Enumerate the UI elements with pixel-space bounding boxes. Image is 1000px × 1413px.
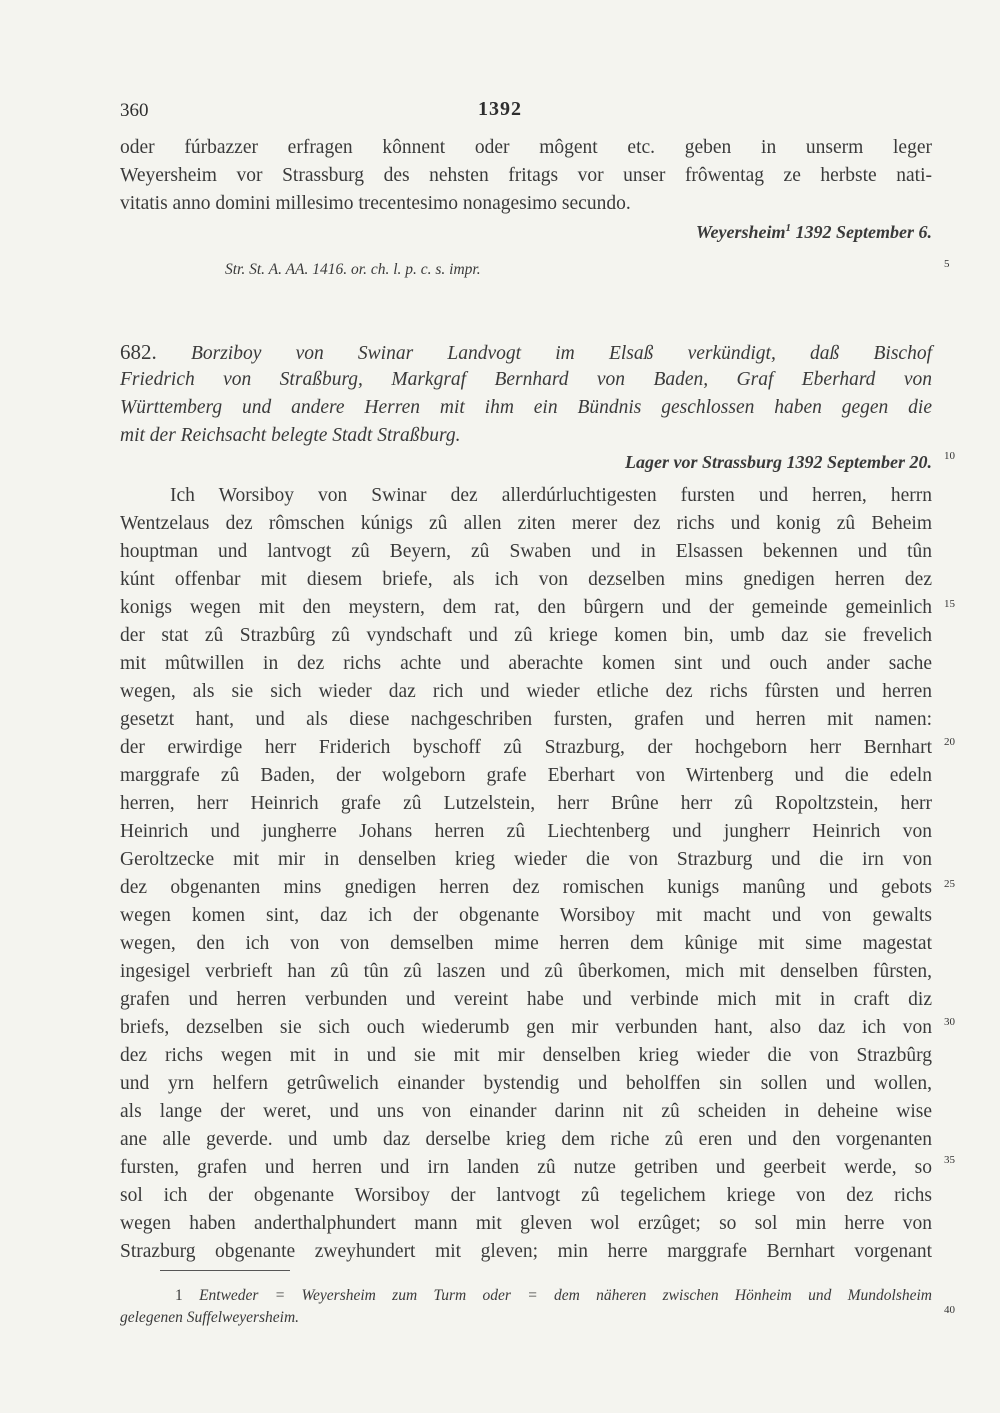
entry-heading-line: Friedrich von Straßburg, Markgraf Bernhard von Baden, Graf Eberhard von [120,369,932,390]
body-line: houptman und lantvogt zû Beyern, zû Swaben und in Elsassen bekennen und tûn [120,541,932,562]
footnote-rule [160,1270,290,1271]
footnote-ref: 1 [785,222,791,234]
running-header-year: 1392 [478,98,522,120]
entry-heading-line: Württemberg und andere Herren mit ihm ein Bündnis geschlossen haben gegen die [120,397,932,418]
body-line: grafen und herren verbunden und vereint habe und verbinde mich mit in craft diz [120,989,932,1010]
body-line: kúnt offenbar mit diesem briefe, als ich von dezselben mins gnedigen herren dez [120,569,932,590]
body-line: wegen, als sie sich wieder daz rich und wieder etliche dez richs fûrsten und herren [120,681,932,702]
body-line: Geroltzecke mit mir in denselben krieg wieder die von Strazburg und die irn von [120,849,932,870]
text-line: vitatis anno domini millesimo trecentesimo nonagesimo secundo. [120,193,631,214]
body-line: Heinrich und jungherre Johans herren zû Liechtenberg und jungherr Heinrich von [120,821,932,842]
body-line: wegen, den ich von von demselben mime herren dem kûnige mit sime magestat [120,933,932,954]
body-line: dez richs wegen mit in und sie mit mir denselben krieg wieder die von Strazbûrg [120,1045,932,1066]
footnote-line [175,1286,932,1306]
body-line: Strazburg obgenante zweyhundert mit gleven; min herre marggrafe Bernhart vorgenant [120,1241,932,1262]
body-line: der erwirdige herr Friderich byschoff zû Strazburg, der hochgeborn herr Bernhart [120,737,932,758]
footnote-line: gelegenen Suffelweyersheim. [120,1309,300,1326]
text-line: Weyersheim vor Strassburg des nehsten fritags vor unser frôwentag ze herbste nati- [120,165,932,186]
margin-line-number: 5 [944,258,950,270]
margin-line-number: 20 [944,736,955,748]
footnote-marker: 1 [175,1287,183,1304]
dateline-date: 1392 September 6. [795,222,932,242]
body-line: briefs, dezselben sie sich ouch wiederumb gen mir verbunden hant, also daz ich von [120,1017,932,1038]
margin-line-number: 15 [944,598,955,610]
margin-line-number: 35 [944,1154,955,1166]
body-line: der stat zû Strazbûrg zû vyndschaft und zû kriege komen bin, umb daz sie frevelich [120,625,932,646]
body-line: herren, herr Heinrich grafe zû Lutzelstein, herr Brûne herr zû Ropoltzstein, herr [120,793,932,814]
body-line: wegen komen sint, daz ich der obgenante Worsiboy mit macht und von gewalts [120,905,932,926]
entry-heading-line [120,338,932,368]
body-line: sol ich der obgenante Worsiboy der lantvogt zû tegelichem kriege von dez richs [120,1185,932,1206]
body-line: ane alle geverde. und umb daz derselbe krieg dem riche zû eren und den vorgenanten [120,1129,932,1150]
body-line: und yrn helfern getrûwelich einander bystendig und beholffen sin sollen und wollen, [120,1073,932,1094]
body-line: wegen haben anderthalphundert mann mit gleven wol erzûget; so sol min herre von [120,1213,932,1234]
body-line: Ich Worsiboy von Swinar dez allerdúrluchtigesten fursten und herren, herrn [170,485,932,506]
entry-heading-line: mit der Reichsacht belegte Stadt Straßburg. [120,425,461,446]
entry-dateline: Lager vor Strassburg 1392 September 20. [624,452,932,472]
body-line: marggrafe zû Baden, der wolgeborn grafe Eberhart von Wirtenberg und die edeln [120,765,932,786]
text-line: oder fúrbazzer erfragen kônnent oder môgent etc. geben in unserm leger [120,137,932,158]
margin-line-number: 30 [944,1016,955,1028]
body-line: konigs wegen mit den meystern, dem rat, den bûrgern und der gemeinde gemeinlich [120,597,932,618]
body-line: ingesigel verbrieft han zû tûn zû laszen und zû ûberkomen, mich mit denselben fûrsten, [120,961,932,982]
margin-line-number: 10 [944,450,955,462]
dateline-place: Weyersheim [695,222,786,242]
body-line: als lange der weret, und uns von einander darinn nit zû scheiden in deheine wise [120,1101,932,1122]
body-line: Wentzelaus dez rômschen kúnigs zû allen ziten merer dez richs und konig zû Beheim [120,513,932,534]
body-line: gesetzt hant, und als diese nachgeschriben fursten, grafen und herren mit namen: [120,709,932,730]
margin-line-number: 25 [944,878,955,890]
dateline-weyersheim [120,218,932,246]
body-line: fursten, grafen und herren und irn landen zû nutze getriben und geerbeit werde, so [120,1157,932,1178]
page-number: 360 [120,100,149,121]
body-line: mit mûtwillen in dez richs achte und aberachte komen sint und ouch ander sache [120,653,932,674]
entry-number: 682. [120,340,157,364]
entry-heading-text: Borziboy von Swinar Landvogt im Elsaß verkündigt, daß Bischof [190,343,932,364]
margin-line-number: 40 [944,1304,955,1316]
body-line: dez obgenanten mins gnedigen herren dez romischen kunigs manûng und gebots [120,877,932,898]
source-line: Str. St. A. AA. 1416. or. ch. l. p. c. s. impr. [225,261,481,278]
footnote-text: Entweder = Weyersheim zum Turm oder = dem näheren zwischen Hönheim und Mundolsheim [199,1287,933,1304]
